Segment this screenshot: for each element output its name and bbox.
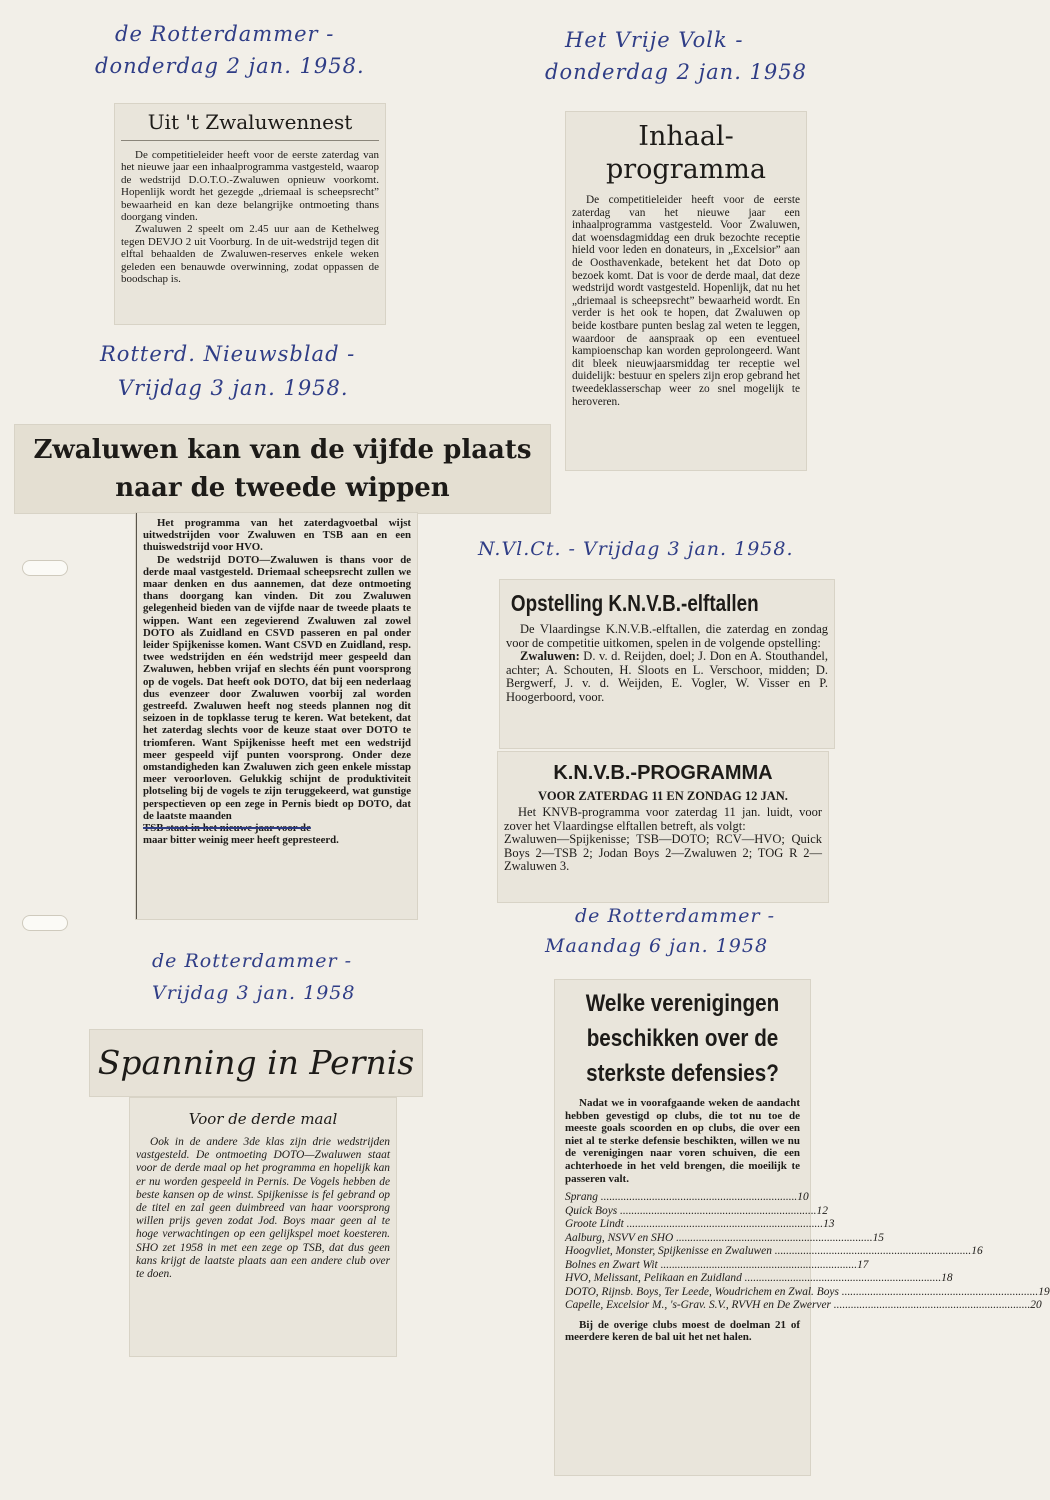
clipping-zwaluwennest — [115, 104, 385, 324]
annotation-nvlct-3jan — [478, 538, 794, 560]
team-name: Aalburg, NSVV en SHO ..... — [565, 1232, 873, 1246]
clipping-paragraph — [506, 650, 828, 704]
crossed-out-line: TSB staat in het nieuwe jaar voor de — [143, 822, 311, 835]
headline-line: Zwaluwen kan van de vijfde plaats — [33, 435, 532, 465]
team-name: Bolnes en Zwart Wit ..... — [565, 1259, 857, 1273]
goals-against: 20 — [1030, 1299, 1042, 1312]
headline-line: beschikken over de — [586, 1025, 779, 1052]
headline-line: programma — [605, 154, 767, 185]
clipping-paragraph: Ook in de andere 3de klas zijn drie wedstrijden vastgesteld. De ontmoeting DOTO—Zwaluwen staat voor de derde maal op het programma en hopelijk kan er nu worden gespeeld in Pernis. De Vogels hebben de beste kansen op de winst. Spijkenisse is fel gebrand op de titel en zal geen duimbreed van haar voorsprong willen prijs geven zodat Jod. Boys maar geen al te hoge verwachtingen op een gelijkspel moet koesteren. SHO zet 1958 in met een zege op TSB, dat dus geen kans krijgt de laatste plaats aan een andere club over te doen. — [136, 1136, 390, 1281]
annotation-vrije-volk-2jan — [545, 28, 807, 84]
clipping-inhaalprogramma — [566, 112, 806, 470]
clipping-defensies — [555, 980, 1050, 1475]
annotation-line: Rotterd. Nieuwsblad - — [100, 342, 356, 366]
goals-against: 18 — [941, 1272, 953, 1285]
goals-against: 13 — [823, 1218, 835, 1231]
team-name: Quick Boys ..... — [565, 1205, 817, 1219]
table-row — [565, 1272, 953, 1286]
headline-line: Welke verenigingen — [585, 990, 780, 1017]
goals-against: 17 — [857, 1258, 869, 1271]
clipping-spanning-headline — [90, 1030, 422, 1096]
team-name: DOTO, Rijnsb. Boys, Ter Leede, Woudrichem en Zwal. Boys ..... — [565, 1286, 1038, 1300]
annotation-line: donderdag 2 jan. 1958. — [95, 54, 365, 78]
team-name: Capelle, Excelsior M., 's-Grav. S.V., RVVH en De Zwerver ..... — [565, 1299, 1030, 1313]
annotation-rotterdammer-3jan — [152, 950, 355, 1004]
clipping-zwaluwen-body — [136, 513, 417, 919]
clipping-paragraph: Zwaluwen 2 speelt om 2.45 uur aan de Kethelweg tegen DEVJO 2 uit Voorburg. In de uit-wedstrijd tegen dit elftal behaalden de Zwaluwen-reserves enkele weken geleden een benauwde overwinning, zodat oppassen de boodschap is. — [121, 223, 379, 286]
clipping-zwaluwen-headline — [15, 425, 550, 513]
clipping-knvb-programma — [498, 752, 828, 902]
annotation-line: Vrijdag 3 jan. 1958 — [152, 982, 356, 1004]
lineup-text: D. v. d. Reijden, doel; J. Don en A. Stouthandel, achter; A. Schouten, H. Sloots en L. Verschoor, midden; D. Bergwerf, J. v. d. Weijden, E. Vogler, W. Visser en P. Hoogerboord, voor. — [506, 649, 828, 704]
clipping-derde-maal — [130, 1098, 396, 1356]
goals-against: 16 — [971, 1245, 983, 1258]
annotation-rotterdammer-6jan — [545, 905, 776, 957]
annotation-line: donderdag 2 jan. 1958 — [545, 60, 807, 84]
clipping-headline: Spanning in Pernis — [97, 1043, 415, 1082]
clipping-headline — [581, 984, 783, 1097]
annotation-rotterdammer-2jan — [95, 22, 365, 78]
team-name: Hoogvliet, Monster, Spijkenisse en Zwaluwen ..... — [565, 1245, 971, 1259]
table-row — [565, 1258, 869, 1273]
clipping-paragraph: De wedstrijd DOTO—Zwaluwen is thans voor de derde maal vastgesteld. Driemaal scheepsrecht zullen we maar denken en dus aannemen, dat deze ontmoeting thans doorgang kan vinden. Dit zou Zwaluwen gelegenheid bieden van de vijfde naar de tweede plaats te wippen. Want een zegevierend Zwaluwen zal zowel DOTO als Zuidland en CSVD passeren en pal onder leider Spijkenisse komen. Want CSVD en Zuidland, resp. twee wedstrijden en één wedstrijd meer gespeeld dan Zwaluwen, hebben vrijaf en slechts één punt voorsprong op de vogels. Dat heeft ook DOTO, dat bij een nederlaag dus evenzeer door Zwaluwen voorbij zal worden gestreefd. Zwaluwen heeft nog steeds plannen nog dit seizoen in de topklasse terug te keren. Wat betekent, dat het zaterdag slechts voor de keuze staat over DOTO te triomferen. Want Spijkenisse heeft met een wedstrijd meer gespeeld vijf punten voorsprong. Onder deze omstandigheden kan Zwaluwen zich geen enkele misstap meer veroorloven. Gelukkig schijnt de produktiviteit plotseling bij de vogels te zijn teruggekeerd, wat gunstige perspectieven op een zege in Pernis biedt op DOTO, dat de laatste maanden — [143, 553, 411, 822]
punch-hole-bottom — [22, 915, 68, 931]
clipping-paragraph: De competitieleider heeft voor de eerste zaterdag van het nieuwe jaar een inhaalprogramma vastgesteld, waarop de wedstrijd D.O.T.O.-Zwaluwen opnieuw voorkomt. Hopenlijk wordt het gezegde „driemaal is scheepsrecht” bewaarheid en kan deze belangrijke ontmoeting thans doorgang vinden. — [121, 149, 379, 224]
table-row — [565, 1285, 1050, 1300]
annotation-line: Vrijdag 3 jan. 1958. — [118, 376, 349, 400]
defense-table — [565, 1191, 1050, 1313]
table-row — [565, 1245, 983, 1259]
clipping-opstelling — [500, 580, 834, 748]
clipping-subheadline: VOOR ZATERDAG 11 EN ZONDAG 12 JAN. — [538, 789, 788, 803]
team-name: Groote Lindt ..... — [565, 1218, 823, 1232]
team-name: HVO, Melissant, Pelikaan en Zuidland ..... — [565, 1272, 941, 1286]
clipping-paragraph: Het KNVB-programma voor zaterdag 11 jan. luidt, voor zover het Vlaardingse elftallen betreft, als volgt: — [504, 805, 822, 833]
goals-against: 15 — [872, 1231, 884, 1244]
goals-against: 19 — [1038, 1285, 1050, 1298]
clipping-headline — [572, 116, 800, 194]
table-row — [565, 1231, 884, 1246]
clipping-paragraph: Zwaluwen—Spijkenisse; TSB—DOTO; RCV—HVO; Quick Boys 2—TSB 2; Jodan Boys 2—Zwaluwen 2; TOG R 2—Zwaluwen 3. — [504, 832, 822, 874]
clipping-headline: K.N.V.B.-PROGRAMMA — [553, 762, 773, 784]
team-label: Zwaluwen: — [520, 649, 580, 664]
clipping-subheadline: Voor de derde maal — [188, 1110, 338, 1128]
annotation-line: Het Vrije Volk - — [565, 28, 744, 52]
table-row — [565, 1191, 809, 1205]
annotation-line: de Rotterdammer - — [152, 950, 353, 972]
clipping-paragraph: De competitieleider heeft voor de eerste zaterdag van het nieuwe jaar een inhaalprogramma vastgesteld. Voor Zwaluwen, dat woensdagmiddag een druk bezochte receptie hield voor leden en donateurs, in „Excelsior” aan de Oosthavenkade, betekent het dat Doto op bezoek komt. Dat is voor de derde maal, dat deze wedstrijd wordt vastgesteld. Hopenlijk, dat nu het „driemaal is scheepsrecht” bewaarheid wordt. En verder is het ook te hopen, dat Zwaluwen op beide kostbare punten beslag zal weten te leggen, waardoor de aanspraak op een eventueel kampioenschap kan worden geprolongeerd. Want dit bleek nieuwjaarsmiddag ter receptie wel duidelijk: bestuur en spelers zijn erop gebrand het tweedeklasserschap weer zo snel mogelijk te heroveren. — [572, 194, 800, 408]
annotation-nieuwsblad-3jan — [100, 342, 355, 400]
headline-line: sterkste defensies? — [586, 1060, 779, 1087]
clipping-headline: Uit 't Zwaluwennest — [121, 108, 379, 141]
clipping-paragraph: Het programma van het zaterdagvoetbal wijst uitwedstrijden voor Zwaluwen en TSB aan en een thuiswedstrijd voor HVO. — [143, 517, 411, 554]
table-row — [565, 1204, 828, 1219]
goals-against: 12 — [816, 1204, 828, 1217]
punch-hole-top — [22, 560, 68, 576]
headline-line: Inhaal- — [638, 121, 734, 152]
clipping-paragraph: De Vlaardingse K.N.V.B.-elftallen, die zaterdag en zondag voor de competitie uitkomen, spelen in de volgende opstelling: — [506, 622, 828, 650]
table-row — [565, 1218, 835, 1232]
clipping-intro: Nadat we in voorafgaande weken de aandacht hebben gevestigd op clubs, die tot nu toe de meeste goals scoorden en op clubs, die over een niet al te sterke defensie beschikten, willen we nu de verenigingen naar voren schuiven, die een achterhoede in het veld brengen, die moeilijk te passeren valt. — [565, 1097, 800, 1185]
clipping-headline — [15, 425, 550, 507]
table-row — [565, 1299, 1042, 1313]
clipping-outro: Bij de overige clubs moest de doelman 21 of meerdere keren de bal uit het net halen. — [565, 1318, 800, 1344]
annotation-line: N.Vl.Ct. - Vrijdag 3 jan. 1958. — [478, 538, 794, 560]
headline-line: naar de tweede wippen — [115, 473, 450, 503]
annotation-line: Maandag 6 jan. 1958 — [545, 935, 769, 957]
team-name: Sprang ..... — [565, 1191, 797, 1205]
annotation-line: de Rotterdammer - — [115, 22, 335, 46]
annotation-line: de Rotterdammer - — [575, 905, 776, 927]
goals-against: 10 — [797, 1191, 809, 1204]
clipping-paragraph: maar bitter weinig meer heeft gepresteerd. — [143, 834, 339, 847]
clipping-headline: Opstelling K.N.V.B.-elftallen — [510, 590, 759, 616]
